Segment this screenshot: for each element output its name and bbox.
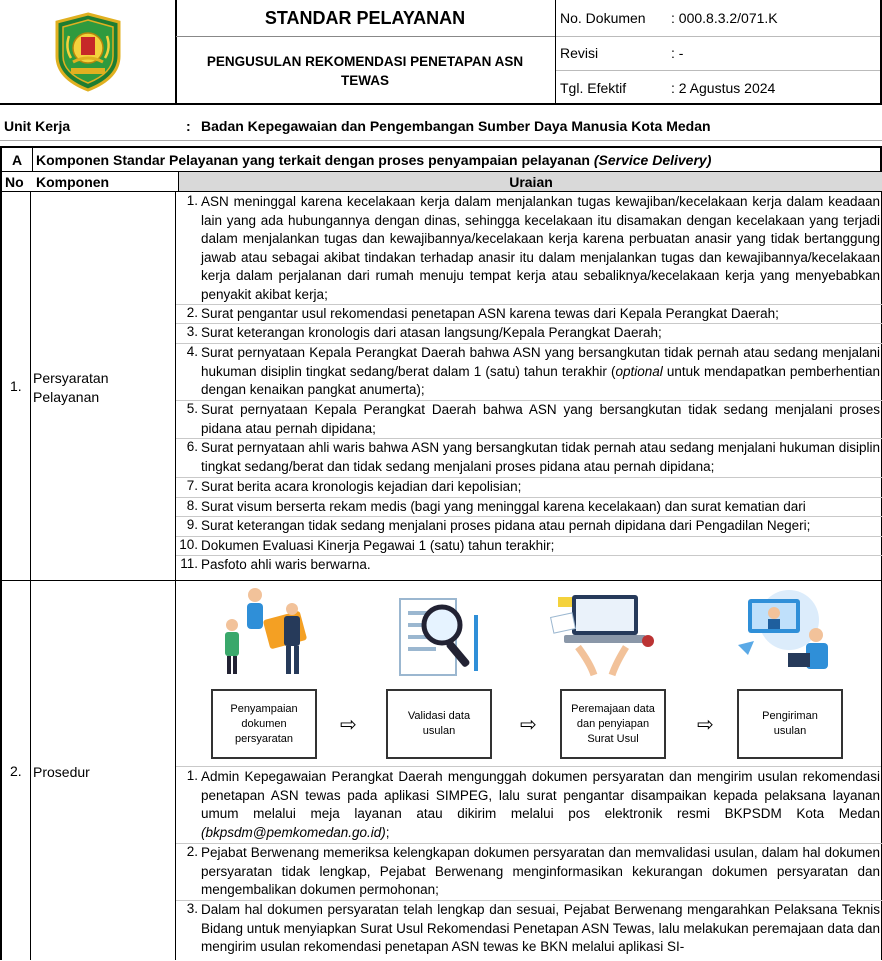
logo-cell — [0, 0, 175, 104]
list-item: 9. Surat keterangan tidak sedang menjalani proses pidana atau pernah dipidana dari Pengadilan Negeri; — [176, 517, 882, 537]
list-item: 6. Surat pernyataan ahli waris bahwa ASN yang bersangkutan tidak pernah atau sedang menjalani hukuman disiplin tingkat sedang/berat dan tidak sedang menjalani proses pidana atau pernah dipidana; — [176, 439, 882, 478]
unit-value: Badan Kepegawaian dan Pengembangan Sumber Daya Manusia Kota Medan — [201, 118, 711, 134]
list-item: 4. Surat pernyataan Kepala Perangkat Daerah bahwa ASN yang bersangkutan tidak pernah atau sedang menjalani hukuman disiplin tingkat sedang/berat dalam 1 (satu) tahun terakhir (optional untuk mendapatkan pemberhentian dengan kenaikan pangkat anumerta); — [176, 344, 882, 401]
step-arrow-icon: ⇨ — [340, 714, 357, 736]
document-header — [0, 0, 882, 104]
list-item: 11. Pasfoto ahli waris berwarna. — [180, 556, 371, 572]
procedure-list — [176, 768, 882, 961]
procedure-step-3: Peremajaan data dan penyiapan Surat Usul — [560, 689, 666, 759]
meta-label-revision: Revisi — [560, 45, 599, 61]
list-item: 3. Dalam hal dokumen persyaratan telah lengkap dan sesuai, Pejabat Berwenang mengarahkan Pelaksana Teknis Bidang untuk menyiapkan Surat Usul Rekomendasi Penetapan ASN Tewas, lalu melakukan peremajaan data dan mengirim usulan rekomendasi penetapan ASN tewas ke BKN melalui aplikasi SI- — [186, 901, 880, 954]
meta-label-doc-no: No. Dokumen — [560, 10, 646, 26]
section-title: Komponen Standar Pelayanan yang terkait dengan proses penyampaian pelayanan (Service Delivery) — [36, 152, 712, 168]
section-letter: A — [2, 148, 33, 172]
col-header-komponen: Komponen — [36, 174, 110, 190]
list-item: 1. Admin Kepegawaian Perangkat Daerah mengunggah dokumen persyaratan dan mengirim usulan rekomendasi penetapan ASN tewas pada aplikasi SIMPEG, lalu surat pengantar disampaikan kepada pelaksana layanan umum melalui meja layanan atau dikirim melalui pos elektronik resmi BKPSDM Kota Medan (bkpsdm@pemkomedan.go.id); — [176, 768, 882, 844]
meta-value-revision: : - — [671, 45, 684, 61]
list-item: 1. ASN meninggal karena kecelakaan kerja dalam menjalankan tugas kewajiban/kecelakaan kerja dalam keadaan lain yang ada hubungannya dengan dinas, sehingga kecelakaan itu disamakan dengan kecelakaan yang terjadi dalam menjalankan tugas dan kewajibannya/kecelakaan kerja karena perbuatan anasir yang tidak bertanggung jawab atau sebagai akibat tindakan terhadap anasir itu dalam menjalankan tugas dan kewajibannya/kecelakaan kerja dalam perjalanan dari rumah menuju tempat kerja atau sebaliknya/kecelakaan kerja yang menyebabkan penyakit akibat kerja; — [176, 193, 882, 305]
step-arrow-icon: ⇨ — [520, 714, 537, 736]
validation-magnifier-illustration-icon — [390, 585, 500, 680]
column-header-row — [0, 172, 882, 192]
row-2-label: Prosedur — [33, 764, 90, 780]
procedure-step-2: Validasi data usulan — [386, 689, 492, 759]
city-emblem-icon — [51, 12, 125, 92]
unit-kerja-row — [0, 112, 882, 142]
section-a-header — [0, 146, 882, 172]
list-item: 3. Surat keterangan kronologis dari atasan langsung/Kepala Perangkat Daerah; — [176, 324, 882, 344]
list-item: 5. Surat pernyataan Kepala Perangkat Daerah bahwa ASN yang bersangkutan tidak sedang menjalani proses pidana atau pernah dipidana; — [176, 401, 882, 439]
list-item: 7. Surat berita acara kronologis kejadian dari kepolisian; — [176, 478, 882, 498]
step-arrow-icon: ⇨ — [697, 714, 714, 736]
page-subtitle: PENGUSULAN REKOMENDASI PENETAPAN ASN TEWAS — [206, 53, 524, 88]
procedure-step-1: Penyampaian dokumen persyaratan — [211, 689, 317, 759]
unit-colon: : — [186, 118, 191, 134]
list-item: 10. Dokumen Evaluasi Kinerja Pegawai 1 (satu) tahun terakhir; — [176, 537, 882, 556]
unit-label: Unit Kerja — [4, 118, 71, 134]
list-item: 2. Surat pengantar usul rekomendasi penetapan ASN karena tewas dari Kepala Perangkat Daerah; — [176, 305, 882, 324]
requirements-list — [176, 193, 882, 576]
row-1-label: Persyaratan Pelayanan — [33, 370, 109, 405]
page-title: STANDAR PELAYANAN — [264, 7, 466, 28]
row-2-number: 2. — [10, 763, 22, 779]
sending-usulan-illustration-icon — [734, 585, 844, 680]
row-1-number: 1. — [10, 378, 22, 394]
meta-label-effective-date: Tgl. Efektif — [560, 80, 627, 96]
col-header-no: No — [5, 174, 24, 190]
procedure-step-4: Pengiriman usulan — [737, 689, 843, 759]
list-item: 2. Pejabat Berwenang memeriksa kelengkapan dokumen persyaratan dan memvalidasi usulan, dalam hal dokumen persyaratan tidak lengkap, Pejabat Berwenang menginformasikan kekurangan dokumen persyaratan dan mengembalikan dokumen permohonan; — [176, 844, 882, 901]
meta-value-doc-no: : 000.8.3.2/071.K — [671, 10, 778, 26]
section-title-italic: (Service Delivery) — [593, 152, 712, 168]
meta-value-effective-date: : 2 Agustus 2024 — [671, 80, 776, 96]
list-item: 8. Surat visum berserta rekam medis (bagi yang meninggal karena kecelakaan) dan surat kematian dari — [176, 498, 882, 517]
col-header-uraian: Uraian — [178, 172, 882, 191]
document-submission-illustration-icon — [210, 585, 320, 680]
data-update-laptop-illustration-icon — [550, 585, 660, 680]
